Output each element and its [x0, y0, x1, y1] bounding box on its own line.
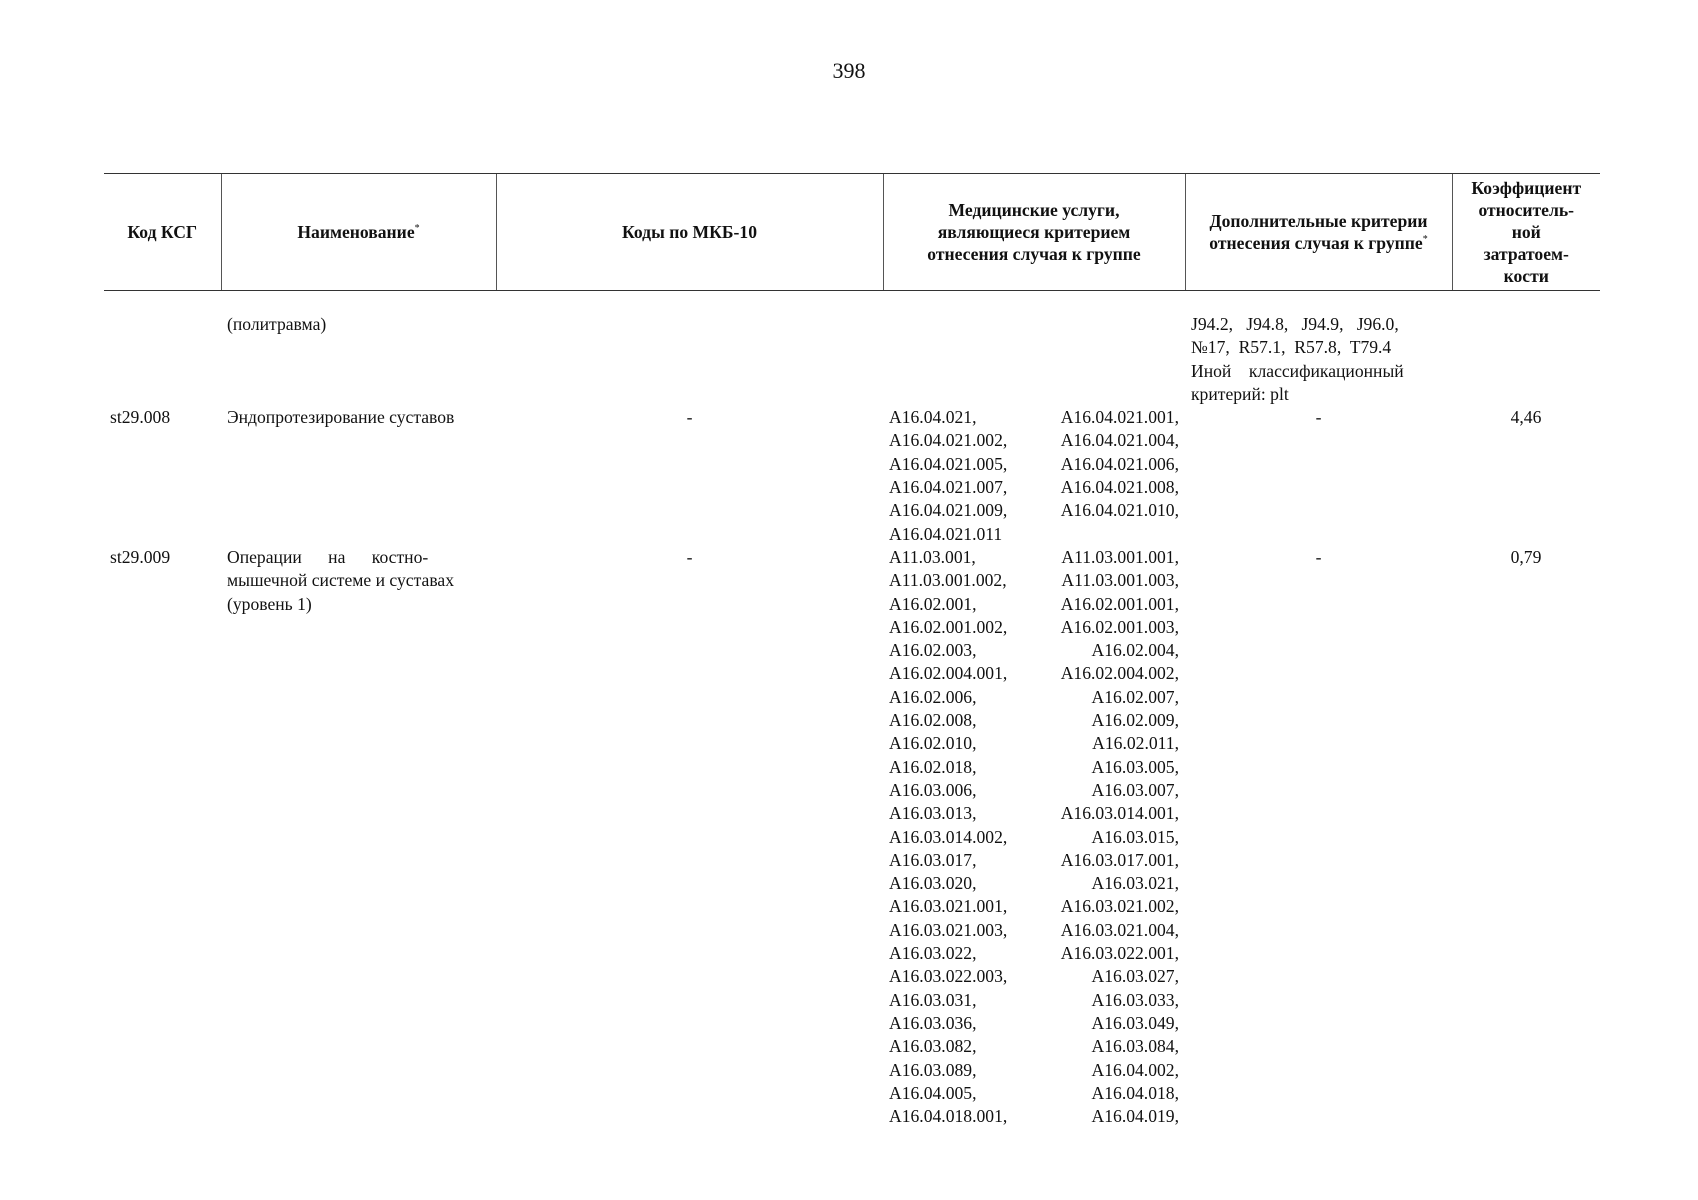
service-code: A16.04.002,: [1091, 1059, 1179, 1080]
cell-code: [104, 291, 221, 407]
service-code: A11.03.001.003,: [1061, 570, 1179, 591]
service-code: A16.03.089,: [889, 1059, 977, 1080]
service-code: A16.03.084,: [1091, 1036, 1179, 1057]
cell-services: [883, 546, 1185, 1128]
cell-coefficient: 4,46: [1510, 407, 1542, 428]
service-code: A16.04.005,: [889, 1082, 977, 1103]
service-code: A16.04.021.009,: [889, 500, 1008, 521]
service-code-row: [889, 1035, 1179, 1058]
service-code: A16.03.036,: [889, 1012, 977, 1033]
service-code-row: [889, 872, 1179, 895]
service-code-row: [889, 826, 1179, 849]
service-code: A16.03.049,: [1091, 1012, 1179, 1033]
service-code: A16.03.021.003,: [889, 919, 1008, 940]
service-code: A16.02.011,: [1092, 733, 1179, 754]
service-code: A16.03.014.001,: [1060, 803, 1179, 824]
header-icd: Коды по МКБ-10: [496, 174, 883, 291]
service-code-row: [889, 802, 1179, 825]
service-code: A16.02.004.002,: [1060, 663, 1179, 684]
service-code: A16.04.018.001,: [889, 1106, 1008, 1127]
service-code-row: [889, 895, 1179, 918]
service-code-row: [889, 662, 1179, 685]
service-code-row: [889, 686, 1179, 709]
header-code: Код КСГ: [104, 174, 221, 291]
cell-name: [221, 546, 496, 1128]
service-code: A16.03.017,: [889, 849, 977, 870]
service-code-row: [889, 849, 1179, 872]
service-code-row: [889, 1059, 1179, 1082]
service-code: A16.02.004.001,: [889, 663, 1008, 684]
header-extra-criteria: Дополнительные критерии отнесения случая к группе*: [1185, 174, 1452, 291]
extra-criteria-line: №17, R57.1, R57.8, T79.4: [1191, 337, 1392, 358]
service-code: A16.04.021.002,: [889, 430, 1008, 451]
service-code: A16.03.021,: [1091, 873, 1179, 894]
name-line: Операции на костно-: [227, 546, 429, 567]
service-code: A16.03.022.001,: [1060, 943, 1179, 964]
extra-criteria-line: критерий: plt: [1191, 383, 1289, 404]
cell-coefficient: [1452, 291, 1600, 407]
cell-icd: [496, 291, 883, 407]
header-coefficient: Коэффициент относитель- ной затратоем- кости: [1452, 174, 1600, 291]
service-code: A16.03.022.003,: [889, 966, 1008, 987]
service-code: A16.02.009,: [1091, 710, 1179, 731]
service-code: A16.02.003,: [889, 640, 977, 661]
cell-services: [883, 406, 1185, 546]
service-code: A16.02.001.001,: [1060, 593, 1179, 614]
service-code: A16.03.020,: [889, 873, 977, 894]
cell-services: [883, 291, 1185, 407]
service-code: A16.03.027,: [1091, 966, 1179, 987]
cell-name: (политравма): [227, 314, 327, 334]
cell-extra-criteria: -: [1315, 546, 1322, 567]
service-code: A16.04.021.011: [889, 523, 1003, 544]
table-header-row: [104, 174, 1600, 291]
service-code-row: [889, 569, 1179, 592]
service-code: A11.03.001.001,: [1061, 546, 1179, 567]
service-code: A16.02.010,: [889, 733, 977, 754]
service-code: A16.04.021.007,: [889, 477, 1008, 498]
table-row: [104, 291, 1600, 407]
service-code: A16.04.021.001,: [1060, 407, 1179, 428]
service-code: A16.03.014.002,: [889, 826, 1008, 847]
cell-extra-criteria: [1185, 291, 1452, 407]
service-code: A16.03.021.001,: [889, 896, 1008, 917]
service-code: A16.02.006,: [889, 686, 977, 707]
service-code-row: [889, 453, 1179, 476]
service-code-row: [889, 965, 1179, 988]
cell-extra-criteria: -: [1315, 407, 1322, 428]
service-code-row: [889, 1012, 1179, 1035]
service-code-row: [889, 732, 1179, 755]
service-code: A16.03.021.002,: [1060, 896, 1179, 917]
service-code: A11.03.001,: [889, 546, 976, 567]
service-code: A16.03.017.001,: [1060, 849, 1179, 870]
service-code: A16.04.021.006,: [1060, 453, 1179, 474]
service-code-row: [889, 476, 1179, 499]
cell-icd: -: [686, 407, 693, 428]
service-code: A16.02.007,: [1091, 686, 1179, 707]
ksg-table: [104, 173, 1600, 1128]
header-services: Медицинские услуги, являющиеся критерием отнесения случая к группе: [883, 174, 1185, 291]
table-row: [104, 546, 1600, 1128]
service-code: A16.03.013,: [889, 803, 977, 824]
service-code: A16.03.021.004,: [1060, 919, 1179, 940]
service-code-row: [889, 593, 1179, 616]
service-code: A16.04.021.004,: [1060, 430, 1179, 451]
table-row: [104, 406, 1600, 546]
service-code-row: [889, 942, 1179, 965]
service-code: A16.03.005,: [1091, 756, 1179, 777]
service-code: A16.02.001.003,: [1060, 616, 1179, 637]
service-code-row: [889, 1082, 1179, 1105]
cell-coefficient: 0,79: [1510, 546, 1542, 567]
service-code: A16.03.015,: [1091, 826, 1179, 847]
service-code: A16.03.031,: [889, 989, 977, 1010]
service-code-row: [889, 756, 1179, 779]
service-code-row: [889, 919, 1179, 942]
service-code: A16.03.007,: [1091, 779, 1179, 800]
service-code-row: [889, 546, 1179, 569]
name-line: (уровень 1): [227, 593, 312, 614]
header-name: Наименование*: [221, 174, 496, 291]
cell-name: Эндопротезирование суставов: [227, 407, 455, 428]
service-code-list: [889, 406, 1179, 546]
service-code: A16.03.022,: [889, 943, 977, 964]
service-code-row: [889, 406, 1179, 429]
service-code: A16.04.021.005,: [889, 453, 1008, 474]
extra-criteria-line: Иной классификационный: [1191, 360, 1404, 381]
service-code: A11.03.001.002,: [889, 570, 1007, 591]
cell-code: st29.008: [110, 407, 171, 428]
service-code: A16.02.004,: [1091, 640, 1179, 661]
service-code: A16.03.006,: [889, 779, 977, 800]
service-code-row: [889, 616, 1179, 639]
service-code: A16.04.018,: [1091, 1082, 1179, 1103]
service-code: A16.02.001,: [889, 593, 977, 614]
extra-criteria-line: J94.2, J94.8, J94.9, J96.0,: [1191, 314, 1399, 334]
service-code: A16.04.021,: [889, 407, 977, 428]
footnote-mark: *: [414, 223, 420, 235]
service-code-row: [889, 499, 1179, 522]
service-code-row: [889, 523, 1179, 546]
service-code: A16.04.021.008,: [1060, 477, 1179, 498]
service-code: A16.02.008,: [889, 710, 977, 731]
service-code: A16.03.033,: [1091, 989, 1179, 1010]
service-code: A16.02.018,: [889, 756, 977, 777]
service-code-row: [889, 779, 1179, 802]
service-code-row: [889, 429, 1179, 452]
service-code-row: [889, 709, 1179, 732]
service-code: A16.04.019,: [1091, 1106, 1179, 1127]
cell-code: st29.009: [110, 546, 171, 567]
service-code: A16.02.001.002,: [889, 616, 1008, 637]
page-number: 398: [832, 58, 866, 83]
service-code-row: [889, 1105, 1179, 1128]
cell-icd: -: [686, 546, 693, 567]
service-code-list: [889, 546, 1179, 1128]
name-line: мышечной системе и суставах: [227, 570, 455, 591]
service-code: A16.03.082,: [889, 1036, 977, 1057]
service-code: A16.04.021.010,: [1060, 500, 1179, 521]
service-code-row: [889, 989, 1179, 1012]
service-code-row: [889, 639, 1179, 662]
footnote-mark: *: [1422, 234, 1428, 246]
